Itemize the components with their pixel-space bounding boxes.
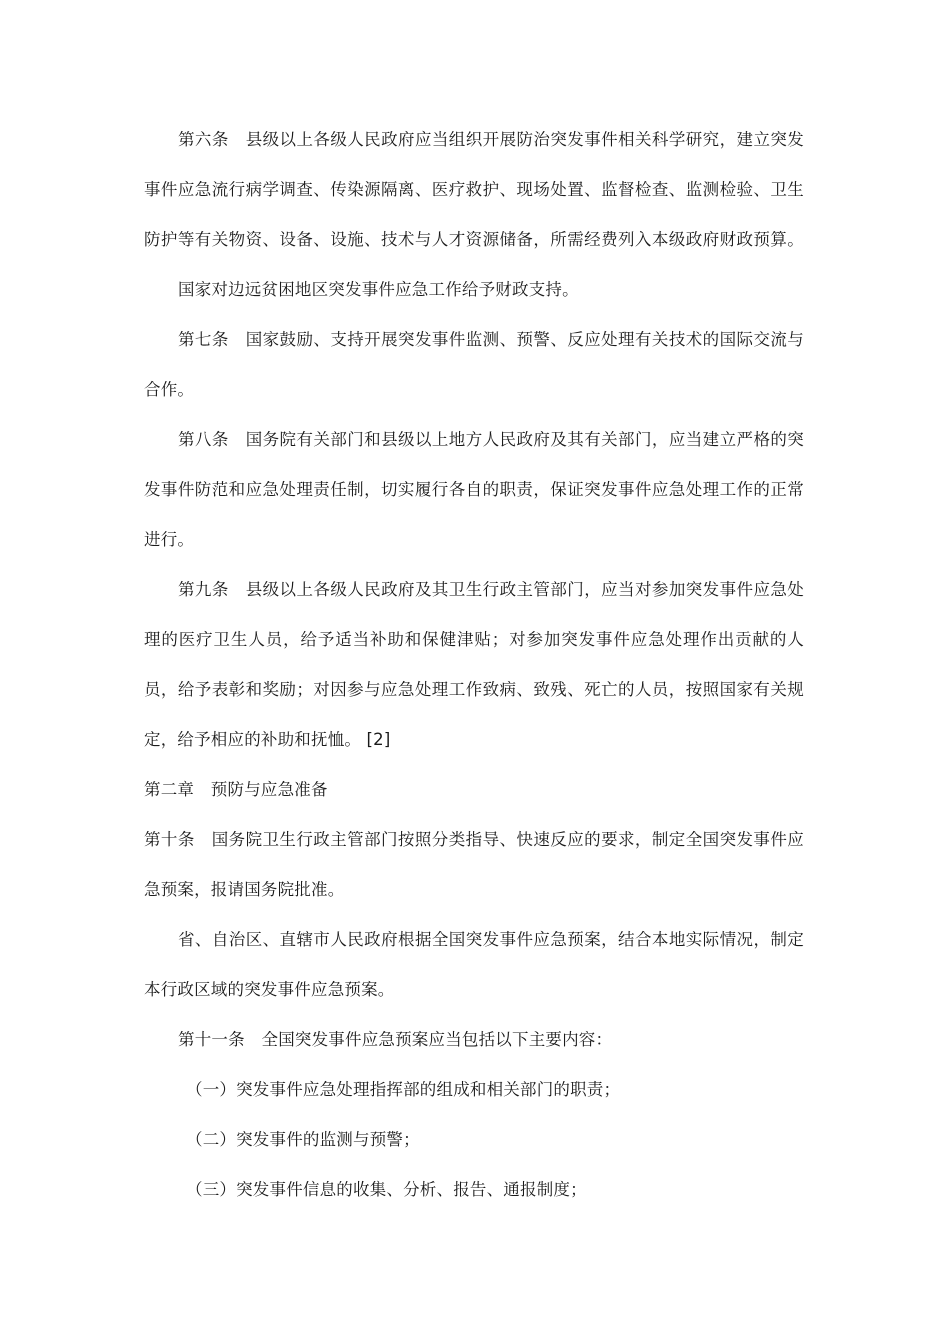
article-11-item-3: （三）突发事件信息的收集、分析、报告、通报制度； — [186, 1180, 587, 1199]
article-9-line-4: 定，给予相应的补助和抚恤。 [2] — [144, 730, 391, 749]
article-10-paragraph-2-line-2: 本行政区域的突发事件应急预案。 — [144, 980, 395, 999]
article-11-item-2: （二）突发事件的监测与预警； — [186, 1130, 420, 1149]
article-10-line-1: 第十条 国务院卫生行政主管部门按照分类指导、快速反应的要求，制定全国突发事件应 — [144, 830, 804, 849]
article-6-line-3: 防护等有关物资、设备、设施、技术与人才资源储备，所需经费列入本级政府财政预算。 — [144, 230, 804, 249]
article-10-line-2: 急预案，报请国务院批准。 — [144, 880, 345, 899]
article-9-line-3: 员，给予表彰和奖励；对因参与应急处理工作致病、致残、死亡的人员，按照国家有关规 — [144, 680, 804, 699]
article-7-line-2: 合作。 — [144, 380, 195, 399]
article-8-line-3: 进行。 — [144, 530, 195, 549]
article-8-line-2: 发事件防范和应急处理责任制，切实履行各自的职责，保证突发事件应急处理工作的正常 — [144, 480, 804, 499]
article-6-line-2: 事件应急流行病学调查、传染源隔离、医疗救护、现场处置、监督检查、监测检验、卫生 — [144, 180, 804, 199]
article-11-item-1: （一）突发事件应急处理指挥部的组成和相关部门的职责； — [186, 1080, 621, 1099]
article-9-line-1: 第九条 县级以上各级人民政府及其卫生行政主管部门，应当对参加突发事件应急处 — [178, 580, 804, 599]
article-11-heading: 第十一条 全国突发事件应急预案应当包括以下主要内容： — [178, 1030, 613, 1049]
article-6-paragraph-2: 国家对边远贫困地区突发事件应急工作给予财政支持。 — [178, 280, 579, 299]
article-10-paragraph-2-line-1: 省、自治区、直辖市人民政府根据全国突发事件应急预案，结合本地实际情况，制定 — [178, 930, 804, 949]
chapter-2-heading: 第二章 预防与应急准备 — [144, 780, 328, 799]
article-7-line-1: 第七条 国家鼓励、支持开展突发事件监测、预警、反应处理有关技术的国际交流与 — [178, 330, 804, 349]
article-8-line-1: 第八条 国务院有关部门和县级以上地方人民政府及其有关部门，应当建立严格的突 — [178, 430, 804, 449]
article-9-line-2: 理的医疗卫生人员，给予适当补助和保健津贴；对参加突发事件应急处理作出贡献的人 — [144, 630, 804, 649]
article-6-line-1: 第六条 县级以上各级人民政府应当组织开展防治突发事件相关科学研究，建立突发 — [178, 130, 804, 149]
